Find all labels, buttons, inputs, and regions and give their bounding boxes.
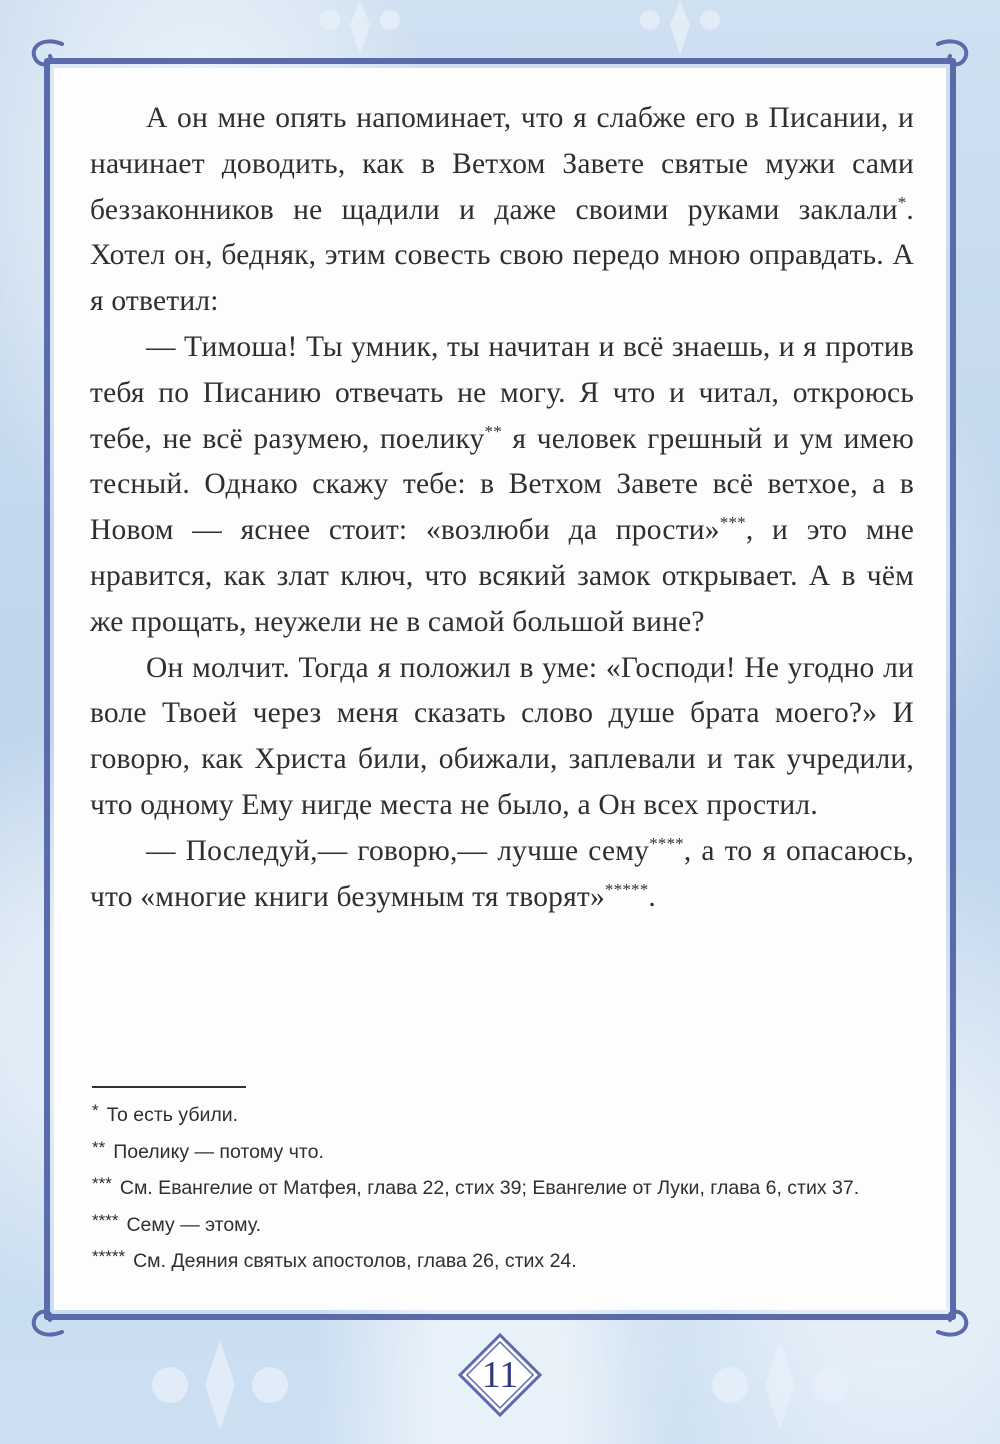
paragraph — [90, 96, 914, 325]
footnote-marker: ** — [484, 421, 502, 441]
paragraph-text: Он молчит. Тогда я положил в уме: «Господи! Не угодно ли воле Твоей через меня сказать слово душе брата моего?» И говорю, как Христа били, обижали, заплевали и так учредили, что одному Ему нигде места не было, а Он всех простил. — [90, 651, 914, 821]
footnote-text: См. Евангелие от Матфея, глава 22, стих 39; Евангелие от Луки, глава 6, стих 37. — [119, 1177, 860, 1199]
paragraph-text: . Хотел он, бедняк, этим совесть свою передо мною оправдать. А я ответил: — [90, 193, 914, 318]
footnote-marker: * — [897, 192, 907, 212]
footnote-divider — [92, 1086, 246, 1088]
paragraph-text: А он мне опять напоминает, что я слабже его в Писании, и начинает доводить, как в Ветхом Завете святые мужи сами беззаконников не щадили и даже своими руками заклали — [90, 102, 914, 226]
page-number-badge — [458, 1333, 542, 1417]
footnote-text: Поелику — потому что. — [113, 1140, 324, 1163]
footnotes — [92, 1095, 922, 1278]
footnote-marker: ***** — [604, 879, 649, 899]
footnote-marker: **** — [649, 833, 684, 853]
body-text — [90, 96, 914, 920]
footnote — [92, 1205, 922, 1242]
footnote-mark: ** — [92, 1137, 106, 1157]
paragraph-text: . — [648, 880, 656, 913]
snowflake-ornament-top — [300, 0, 420, 60]
footnote — [92, 1241, 922, 1278]
footnote-mark: *** — [92, 1174, 112, 1193]
footnote-text: Сему — этому. — [126, 1213, 262, 1236]
paragraph-text: — Тимоша! Ты умник, ты начитан и всё знаешь, и я против тебя по Писанию отвечать не могу. Я что и читал, откроюсь тебе, не всё разумею, поелику — [90, 330, 914, 455]
footnote-mark: **** — [92, 1210, 119, 1230]
paragraph-text: , а то я опасаюсь, что «многие книги безумным тя творят» — [90, 834, 914, 913]
page-content — [54, 68, 946, 1310]
snowflake-ornament-bottom-left — [120, 1330, 320, 1440]
footnote-marker: *** — [719, 513, 746, 533]
footnote-text: См. Деяния святых апостолов, глава 26, стих 24. — [133, 1250, 577, 1272]
page-number: 11 — [481, 1354, 519, 1396]
paragraph-text: , и это мне нравится, как злат ключ, что всякий замок открывает. А в чём же прощать, неужели не в самой большой вине? — [90, 514, 914, 638]
snowflake-ornament-top-right — [620, 0, 740, 60]
footnote-text: То есть убили. — [106, 1104, 239, 1126]
paragraph-text: я человек грешный и ум имею тесный. Однако скажу тебе: в Ветхом Завете всё ветхое, а в Новом — яснее стоит: «возлюби да прости» — [90, 422, 914, 547]
snowflake-ornament-bottom-right — [680, 1330, 880, 1440]
footnote-mark: ***** — [92, 1247, 126, 1266]
footnote — [92, 1095, 922, 1132]
footnote-mark: * — [92, 1101, 99, 1120]
paragraph-text: — Последуй,— говорю,— лучше сему — [146, 834, 650, 867]
paragraph — [90, 829, 914, 921]
footnote — [92, 1168, 922, 1205]
paragraph — [90, 325, 914, 646]
footnote — [92, 1132, 922, 1169]
paragraph — [90, 646, 914, 829]
